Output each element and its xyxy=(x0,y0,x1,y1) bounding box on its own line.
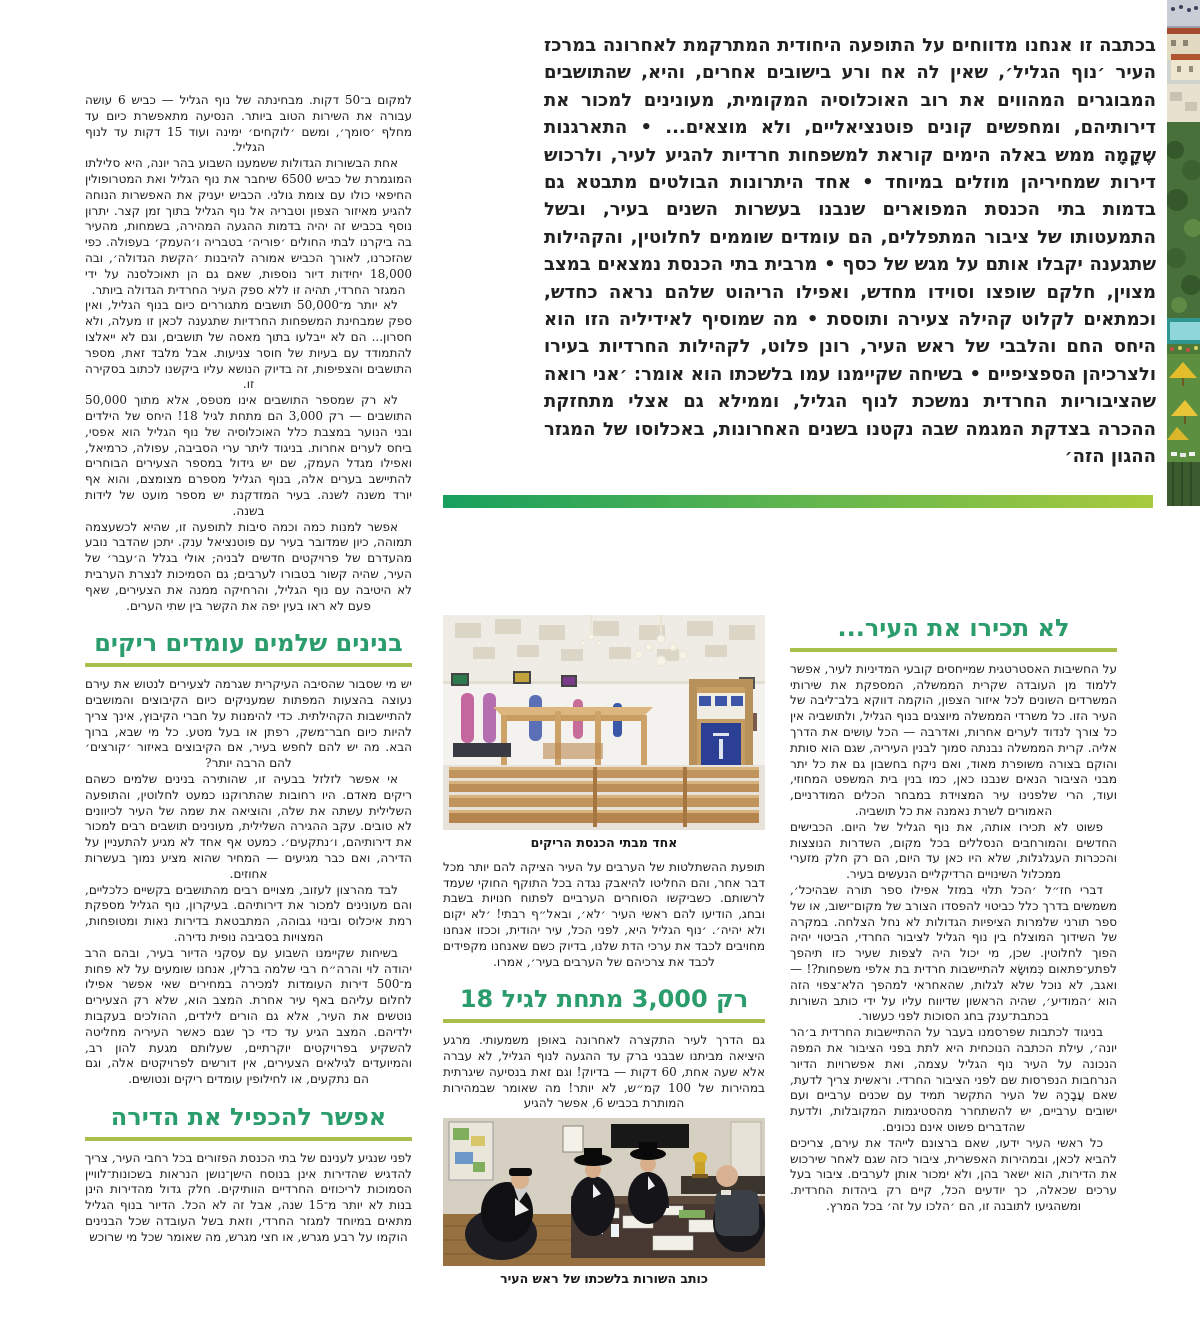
city-photo-strip xyxy=(1167,0,1200,506)
paragraph: לא יותר מ־50,000 תושבים מתגוררים כיום בנוף הגליל, ואין ספק שמבחינת המשפחות החרדיות שתגענה לכאן זו מעלה, ולא חסרון... הם לא ייבלעו בתוך מאסה של תושבים, וגם לא ייאלצו להתמודד עם בעיות של חוסר צניעות. אבל מלבד זאת, מספר התושבים והצפיפות, זה בדיוק הנושא עליו ביקשנו לכתוב בסקירה זו. xyxy=(85,298,412,392)
paragraph: פשוט לא תכירו אותה, את נוף הגליל של היום. הכבישים החדשים והמורחבים הנסללים בכל מקום, השדרות הנוצצות והככרות העגלגלות, שלא היו כאן עד היום, הם רק חלק מזערי ממכלול השינויים הרדיקליים הנעשים בעיר. xyxy=(790,819,1117,882)
mayor-office-photo xyxy=(443,1118,765,1266)
column-right xyxy=(790,615,1117,1344)
hasidic-visitor-middle xyxy=(571,1148,615,1236)
hillside-pool-photo xyxy=(1167,0,1200,506)
article-lead: בכתבה זו אנחנו מדווחים על התופעה היחודית המתרקמת לאחרונה במרכז העיר ׳נוף הגליל׳, שאין לה אח ורע בישובים אחרים, והיא, שהתושבים המבוגרים המהווים את רוב האוכלוסיה המקומית, מעונינים למכור את דירותיהם, ומחפשים קונים פוטנציאליים, ולא מוצאים... • התארגנות שֶקָמָה ממש באלה הימים קוראת למשפחות חרדיות להגיע לעיר, ולרכוש דירות שמחיריהן מוזלים במיוחד • אחד היתרונות הבולטים מתבטא גם בדמות בתי הכנסת המפוארים שנבנו בעשרות השנים בעיר, ובשל התמעטותו של ציבור המתפללים, הם עומדים שוממים לחלוטין, והקהילות שתגענה יקבלו אותם על מגש של כסף • מרבית בתי הכנסת נמצאים במצב מצוין, חלקם שופצו וסוידו מחדש, ואפילו הריהוט שלהם נראה כחדש, וכמתאים לקלוט קהילה צעירה ותוססת • מה שמוסיף לאידיליה הזו הוא היחס החם והלבבי של ראש העיר, רונן פלוט, לקהילות החרדיות בעירו ולצרכיהן הספציפיים • בשיחה שקיימנו עמו בלשכתו הוא אומר: ׳אני רואה שהציבוריות החרדית נמשכת לנוף הגליל, וממילא גם אצלי מתחזקת ההכרה בצדקת המגמה שבה נקטנו בשנים האחרונות, באכלוסו של המגזר ההגון הזה׳ xyxy=(544,35,1156,468)
section-heading-double-apartment xyxy=(85,1104,412,1141)
paragraph: יש מי שסבור שהסיבה העיקרית שגרמה לצעירים לנטוש את עירם נעוצה בהצעות המפתות שמעניקים כיום הקיבוצים והמושבים להתיישבות הקהילתית. כדי להימנות על חברי הקיבוץ, אינך צריך להיות כיום חבר־משק, רפתן או בעל מטע. כל מי שבא, ברוך הבא. מה יש להם לחפש בעיר, אם הקיבוצים באיזור ׳קורצים׳ להם הרבה יותר? xyxy=(85,677,412,771)
water-bottle xyxy=(611,1224,619,1237)
gradient-divider xyxy=(443,495,1153,508)
wooden-pews xyxy=(449,767,759,827)
photo-caption: כותב השורות בלשכתו של ראש העיר xyxy=(500,1271,708,1287)
synagogue-photo-figure xyxy=(443,615,765,851)
synagogue-photo xyxy=(443,615,765,830)
section-title: בנינים שלמים עומדים ריקים xyxy=(94,629,403,658)
heading-underline xyxy=(443,1019,765,1023)
heading-underline xyxy=(790,648,1117,652)
column-middle xyxy=(443,615,765,1344)
hasidic-visitor-back xyxy=(628,1142,668,1224)
column-left xyxy=(85,93,412,1344)
paragraph: אי אפשר לזלזל בבעיה זו, שהותירה בנינים שלמים כשהם ריקים מאדם. היו רחובות שהתרוקנו כמעט לחלוטין, והתופעה השלילית עשתה את שלה, והוציאה את שמה של העיר לכיוונים לא טובים. עקב ההגירה השלילית, מעונינים תושבים רבים למכור את דירותיהם, ו׳נתקעים׳. כמעט אף אחד לא מגיע להתעניין על הדירה, ואם כבר מגיעים — המחיר שהוא מציע נמוך בעשרות אחוזים. xyxy=(85,771,412,881)
paragraph: בשיחות שקיימנו השבוע עם עסקני הדיור בעיר, ובהם הרב יהודה לוי והרה״ח רבי שלמה ברלין, אנחנו שומעים על לא פחות מ־500 דירות העומדות למכירה במחירים שאי אפשר אפילו לחלום עליהם באף עיר אחרת. המצב הוא, שלא רק הצעירים נוטשים את העיר, אלא גם הורים לילדים, ההולכים בעקבות ילדיהם. המצב הגיע עד כדי כך שגם כאשר העיריה מחליטה להשקיע בפרויקטים יוקרתיים, שעלותם מגעת להון רב, והמיועדים לגילאים הצעירים, אין דורשים לפרויקטים אלה, וגם הם נתקעים, או לחילופין עומדים ריקים ונטושים. xyxy=(85,945,412,1087)
paragraph: למקום ב־50 דקות. מבחינתה של נוף הגליל — כביש 6 עושה עבורה את השירות הטוב ביותר. הנסיעה מתאפשרת כיום עד מחלף ׳סומך׳, ומשם ׳לוקחים׳ ימינה ועוד 15 דקות עד לנוף הגליל. xyxy=(85,93,412,155)
paragraph: אפשר למנות כמה וכמה סיבות לתופעה זו, שהיא לכשעצמה תמוהה, כיון שמדובר בעיר עם פוטנציאל ענק. יתכן שהדבר נובע מהעדרם של פרויקטים חדשים לבניה; אולי בגלל ה׳עבר׳ של העיר, שהיה קשור בטבורו לערבים; גם הסמיכות לנצרת הערבית לא היטיבה עם נוף הגליל, והרחיקה ממנה את הצעירים, שאף פעם לא ראו בעין יפה את הקשר בין שתי הערים. xyxy=(85,519,412,613)
heading-underline xyxy=(85,663,412,667)
section-heading-under-18 xyxy=(443,986,765,1023)
paragraph: כל ראשי העיר ידעו, שאם ברצונם לייהד את עירם, צריכים להביא לכאן, ובמהירות האפשרית, ציבור כזה שגם לאחר שירכוש את הדירות, הוא ישאר בהן, ולא ימכור אותן לערבים. ציבור בעל ערכים שכאלה, כך יודעים הכל, קיים רק ביהדות החרדית. ומשהגיעו לתובנה זו, הם ׳הלכו על זה׳ בכל המרץ. xyxy=(790,1135,1117,1213)
section-title: אפשר להכפיל את הדירה xyxy=(110,1102,387,1131)
mayor-office-photo-figure xyxy=(443,1118,765,1287)
paragraph: על החשיבות האסטרטגית שמייחסים קובעי המדיניות לעיר, אפשר ללמוד מן העובדה שקרית הממשלה, המספקת את שירותי המשרדים השונים לכל איזור הצפון, הוקמה דווקא בלב־ליבה של העיר הזו. כל משרדי הממשלה מיוצגים בנוף הגליל, ולתושביה אין כל צורך לנדוד לערים אחרות, ואדרבה — הכל עושים את הדרך אליה. קרית הממשלה נבנתה סמוך לבנין העיריה, שגם הוא סותת והוקם בצורה משופרת מאוד, ואם ניקח בחשבון גם את כל יתר מבני הציבור הנאים שנבנו כאן, כמו בנין בית המשפט המחוזי, ועוד, הרי שלפנינו עיר המצוידת במבחר הכלים המודרניים, האמורים לשרת נאמנה את כל תושביה. xyxy=(790,661,1117,819)
wall-frame xyxy=(563,1126,583,1152)
black-chairs xyxy=(453,743,511,757)
paragraph: גם הדרך לעיר התקצרה לאחרונה באופן משמעותי. מרגע היציאה מביתנו שבבני ברק עד ההגעה לנוף הגליל, לא עברה אלא שעה אחת, 60 דקות — בדיוק! וגם זאת בנסיעה שיגרתית במהירות של 100 קמ״ש, לא יותר! מה שאומר שבמהירות המותרת בכביש 6, אפשר להגיע xyxy=(443,1033,765,1111)
section-heading-wont-recognize-city xyxy=(790,615,1117,652)
section-title: רק 3,000 מתחת לגיל 18 xyxy=(459,985,749,1014)
paragraph: לא רק שמספר התושבים אינו מטפס, אלא מתוך 50,000 התושבים — רק 3,000 הם מתחת לגיל 18! היחס של הילדים ובני הנוער במצבת כלל האוכלוסיה של נוף הגליל הוא אפסי, ביחס לערים אחרות. בניגוד ליתר ערי הסביבה, עפולה, כרמיאל, ואפילו מגדל העמק, שם יש גידול במספר הצעירים הבוחרים להתיישב בערים אלה, בנוף הגליל מספרם מצומצם, והוא אף יורד משנה לשנה. בעיר המזדקנת יש מספר מועט של לידות בשנה. xyxy=(85,393,412,518)
paragraph: תופעת ההשתלטות של הערבים על העיר הציקה להם יותר מכל דבר אחר, והם החליטו להיאבק נגדה בכל התוקף החוקי שעמד לרשותם. כשביקשו הסוחרים הערביים לפתוח חנויות בשבת ובחג, הודיעו להם ראשי העיר ׳לא׳, ובאל״ף רבתי! ׳לא יקום ולא יהיה׳. ׳נוף הגליל היא, לפני הכל, עיר יהודית, וככזו אנחנו מחויבים לכבד את ערכי הדת שלנו, בדיוק כשם שאנחנו מקפידים לכבד את צרכיהם של הערבים בעיר׳, אמרו. xyxy=(443,859,765,969)
section-title: לא תכירו את העיר... xyxy=(837,615,1070,642)
photo-caption: אחד מבתי הכנסת הריקים xyxy=(530,835,678,850)
section-heading-empty-buildings xyxy=(85,630,412,667)
paragraph: בניגוד לכתבות שפרסמנו בעבר על ההתיישבות החרדית ב׳הר יונה׳, עילת הכתבה הנוכחית היא לתת בפני הציבור את המפה הנכונה על העיר נוף הגליל עצמה, ואת אפשרויות הדיור הנרחבות הנפרסות שם לפני הציבור החרדי. וראשית צריך לדעת, שאם עֲבָרָהּ של העיר התקשר תמיד עם שכנים ערביים ועם ישובים ערביים, יש להשתחרר מהסטיגמות המקובלות, ולדעת שהדברים פשוט אינם נכונים. xyxy=(790,1025,1117,1134)
paragraph: לפני שנגיע לענינם של בתי הכנסת הפזורים בכל רחבי העיר, צריך להדגיש שהדירות אינן בנוסח הישן־נושן הנראות בשכונות־לוויין הסמוכות לריכוזים החרדיים הוותיקים. חלק גדול מהדירות הינן בנות לא יותר מ־15 שנה, אבל זה לא הכל. הדיור בנוף הגליל מתאים במיוחד למגזר החרדי, וזאת בשל העובדה שכל הבנינים הוקמו על רבע מגרש, או חצי מגרש, מה שאומר שכל מי שרוכש xyxy=(85,1150,412,1244)
paragraph: דברי חז״ל ׳הכל תלוי במזל אפילו ספר תורה שבהיכל׳, משמשים בדרך כלל כביטוי להפסדו הצורב של מקום־ישוב, או של ספר תורני שלמרות הציפיות הגדולות לא נחל הצלחה. במקרה של השידוך המוצלח בין נוף הגליל לציבור החרדי, הביטוי יהיה הפוך לחלוטין. שכן, מי יכול היה לצפות שעיר כזו תיהפך לפתע־פתאום כְּמוּשָׂא להתיישבות חרדית בת אלפי משפחות?! — ואגב, לא נוכל שלא לגלות, שהאחראי למהפך הלא־צפוי הזה הוא ׳המודיע׳, שהיה הראשון שדיווח עליו על ידי כותב השורות בכתבת־ענק בחג הסוכות לפני כעשור. xyxy=(790,883,1117,1024)
heading-underline xyxy=(85,1137,412,1141)
paragraph: אחת הבשורות הגדולות ששמענו השבוע בהר יונה, היא סלילתו המוגמרת של כביש 6500 שיחבר את נוף הגליל ואת המטרופולין החיפאי כולו עם צומת גולני. הכביש יעניק את האפשרות הנוחה להגיע מאיזור הצפון וטבריה אל נוף הגליל בתוך זמן קצר. יתרון נוסף בכביש זה יהיה בדמות ההגעה המהירה, בשמחות, מהעיר בה ביקרנו לבתי החולים ׳פוריה׳ בטבריה ו׳העמק׳ בעפולה. כפי שהזכרנו, לאורך הכביש אמורה להיבנות ׳הקשת הגדולה׳, ובה 18,000 יחידות דיור נוספות, שאם גם הן תאוכלסנה על ידי המגזר החרדי, תהיה זו ללא ספק העיר החרדית הגדולה ביותר. xyxy=(85,156,412,297)
paragraph: לבד מהרצון לעזוב, מצויים רבים מהתושבים בקשיים כלכליים, והם מעונינים למכור את דירותיהם. בעיקרון, נוף הגליל מספקת רמת איכלוס ובינוי גבוהה, המתבטאת בדירות נאות ומטופחות, המצויות בסביבה נופית נדירה. xyxy=(85,882,412,944)
